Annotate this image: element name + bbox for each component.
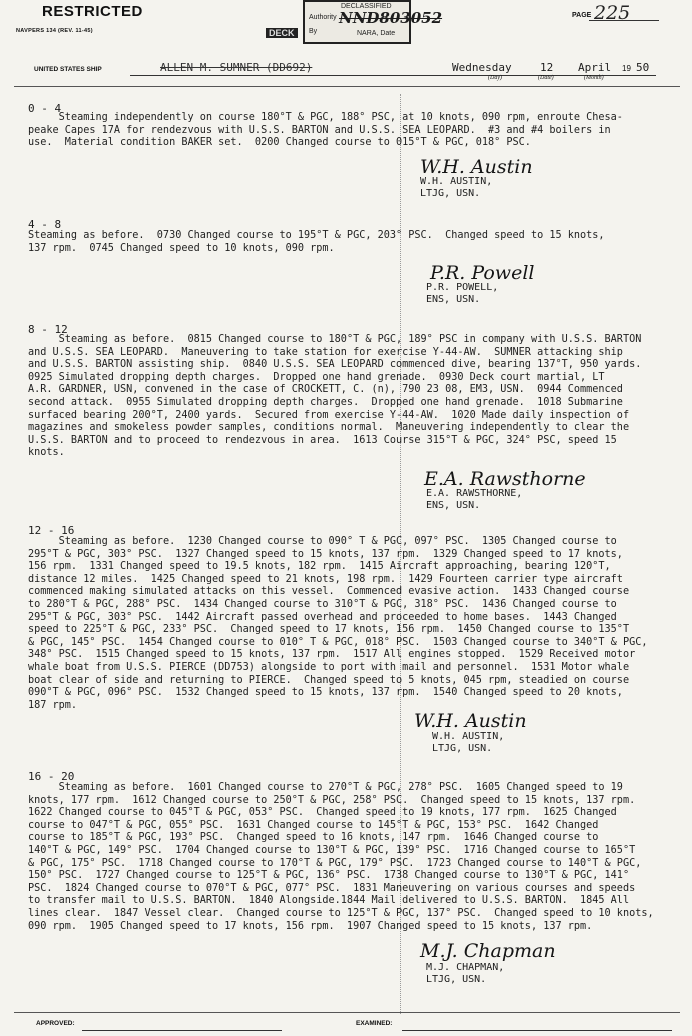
watch-entry: Steaming independently on course 180°T & PGC, 188° PSC, at 10 knots, 090 rpm, enroute Chesa- peake Capes 17A for rendezvous with U.S.S. BARTON and U.S.S. SEA LEOPARD. #3 and #4 boilers in use. Material condition BAKER set. 0200 Changed course to 015°T & PGC, 018° PSC. bbox=[28, 112, 623, 149]
log-date: 12 bbox=[540, 61, 554, 74]
officer-rank: LTJG, USN. bbox=[432, 743, 493, 754]
deck-label: DECK bbox=[266, 28, 298, 38]
declassification-stamp bbox=[303, 0, 443, 44]
stamp-nara-date: NARA, Date bbox=[357, 30, 396, 37]
watch-entry: Steaming as before. 1230 Changed course to 090° T & PGC, 097° PSC. 1305 Changed course to 295°T & PGC, 303° PSC. 1327 Changed speed to 15 knots, 137 rpm. 1329 Changed speed to 17 knots, 156 rpm. 1331 Changed speed to 19.5 knots, 182 rpm. 1415 Aircraft approaching, bearing 120°T, distance 12 miles. 1425 Changed speed to 21 knots, 198 rpm. 1429 Fourteen carrier type aircraft commenced making simulated attacks on this vessel. Commenced evasive action. 1433 Changed course to 280°T & PGC, 288° PSC. 1434 Changed course to 310°T & PGC, 318° PSC. 1436 Changed course to 295°T & PGC, 303° PSC. 1442 Aircraft passed overhead and proceeded to home bases. 1443 Changed speed to 225°T & PGC, 233° PSC. Changed speed to 17 knots, 156 rpm. 1450 Changed course to 135°T & PGC, 145° PSC. 1454 Changed course to 010° T & PGC, 018° PSC. 1503 Changed course to 340°T & PGC, 348° PSC. 1515 Changed speed to 15 knots, 137 rpm. 1517 All engines stopped. 1529 Received motor whale boat from U.S.S. PIERCE (DD753) alongside to port with mail and personnel. 1531 Motor whale boat clear of side and returning to PIERCE. Changed speed to 5 knots, 045 rpm, steadied on course 090°T & PGC, 096° PSC. 1532 Changed speed to 15 knots, 137 rpm. 1540 Changed speed to 20 knots, 187 rpm. bbox=[28, 536, 648, 711]
stamp-number: NND803052 bbox=[339, 9, 443, 27]
log-year: 50 bbox=[636, 61, 650, 74]
watch-entry: Steaming as before. 0815 Changed course to 180°T & PGC, 189° PSC in company with U.S.S. BARTON and U.S.S. SEA LEOPARD. Maneuvering to take station for exercise Y-44-AW. SUMNER attacking ship and U.S.S. BARTON assisting ship. 0840 U.S.S. SEA LEOPARD commenced dive, bearing 137°T, 950 yards. 0925 Simulated dropping depth charges. Dropped one hand grenade. 0930 Deck court martial, LT A.R. GARDNER, USN, convened in the case of CROCKETT, C. (n), 790 23 08, EM3, USN. 0944 Commenced second attack. 0955 Simulated dropping depth charges. Dropped one hand grenade. 1018 Submarine surfaced bearing 200°T, 2400 yards. Secured from exercise Y-44-AW. 1020 Made daily inspection of magazines and smokeless powder samples, conditions normal. Maneuvering independently to clear the U.S.S. BARTON and to proceed to rendezvous in area. 1613 Course 315°T & PGC, 324° PSC, speed 15 knots. bbox=[28, 334, 642, 459]
stamp-authority: Authority bbox=[309, 14, 337, 21]
approved-line bbox=[82, 1030, 282, 1031]
watch-label: 8 - 12 bbox=[28, 323, 68, 336]
watch-entry: Steaming as before. 0730 Changed course to 195°T & PGC, 203° PSC. Changed speed to 15 knots, 137 rpm. 0745 Changed speed to 10 knots, 090 rpm. bbox=[28, 230, 605, 254]
officer-rank: LTJG, USN. bbox=[426, 974, 487, 985]
officer-name: E.A. RAWSTHORNE, bbox=[426, 488, 523, 499]
officer-name: M.J. CHAPMAN, bbox=[426, 962, 505, 973]
officer-signature: M.J. Chapman bbox=[420, 940, 556, 962]
page-label: PAGE bbox=[572, 12, 592, 19]
restricted-heading: RESTRICTED bbox=[42, 3, 143, 20]
page-number-line bbox=[589, 20, 659, 21]
examined-label: EXAMINED: bbox=[356, 1020, 393, 1027]
month-caption: (Month) bbox=[584, 75, 604, 81]
form-number: NAVPERS 134 (REV. 11-45) bbox=[16, 28, 93, 34]
watch-label: 12 - 16 bbox=[28, 524, 75, 537]
officer-rank: ENS, USN. bbox=[426, 500, 481, 511]
stamp-declassified: DECLASSIFIED bbox=[341, 3, 392, 10]
year-prefix: 19 bbox=[622, 64, 631, 73]
officer-signature: P.R. Powell bbox=[430, 262, 535, 284]
officer-signature: E.A. Rawsthorne bbox=[424, 468, 586, 490]
officer-signature: W.H. Austin bbox=[414, 710, 527, 732]
watch-entry: Steaming as before. 1601 Changed course to 270°T & PGC, 278° PSC. 1605 Changed speed to 19 knots, 177 rpm. 1612 Changed course to 250°T & PGC, 258° PSC. Changed speed to 15 knots, 137 rpm. 1622 Changed course to 045°T & PGC, 053° PSC. Changed speed to 19 knots, 177 rpm. 1625 Changed course to 047°T & PGC, 055° PSC. 1631 Changed course to 145°T & PGC, 153° PSC. 1642 Changed course to 185°T & PGC, 193° PSC. Changed speed to 16 knots, 147 rpm. 1646 Changed course to 140°T & PGC, 149° PSC. 1704 Changed course to 130°T & PGC, 139° PSC. 1716 Changed course to 165°T & PGC, 175° PSC. 1718 Changed course to 170°T & PGC, 179° PSC. 1723 Changed course to 140°T & PGC, 150° PSC. 1727 Changed course to 125°T & PGC, 136° PSC. 1738 Changed course to 130°T & PGC, 141° PSC. 1824 Changed course to 070°T & PGC, 077° PSC. 1831 Maneuvering on various courses and speeds to transfer mail to U.S.S. BARTON. 1840 Alongside.1844 Mail delivered to U.S.S. BARTON. 1845 All lines clear. 1847 Vessel clear. Changed course to 125°T & PGC, 137° PSC. Changed speed to 10 knots, 090 rpm. 1905 Changed speed to 17 knots, 156 rpm. 1907 Changed speed to 15 knots, 137 rpm. bbox=[28, 782, 654, 932]
header-rule bbox=[14, 86, 680, 87]
watch-label: 4 - 8 bbox=[28, 218, 62, 231]
log-day: Wednesday bbox=[452, 61, 512, 74]
day-caption: (Day) bbox=[488, 75, 502, 81]
officer-name: W.H. AUSTIN, bbox=[420, 176, 493, 187]
watch-label: 0 - 4 bbox=[28, 102, 62, 115]
footer-rule bbox=[14, 1012, 680, 1013]
officer-name: W.H. AUSTIN, bbox=[432, 731, 505, 742]
log-month: April bbox=[578, 61, 612, 74]
date-caption: (Date) bbox=[538, 75, 554, 81]
ship-label: UNITED STATES SHIP bbox=[34, 66, 102, 73]
officer-signature: W.H. Austin bbox=[420, 156, 533, 178]
watch-label: 16 - 20 bbox=[28, 770, 75, 783]
officer-rank: LTJG, USN. bbox=[420, 188, 481, 199]
page-number: 225 bbox=[594, 2, 631, 24]
ship-name: ALLEN M. SUMNER (DD692) bbox=[160, 61, 313, 74]
officer-rank: ENS, USN. bbox=[426, 294, 481, 305]
examined-line bbox=[402, 1030, 672, 1031]
ship-name-line bbox=[130, 75, 448, 76]
stamp-by: By bbox=[309, 28, 318, 35]
approved-label: APPROVED: bbox=[36, 1020, 75, 1027]
officer-name: P.R. POWELL, bbox=[426, 282, 499, 293]
